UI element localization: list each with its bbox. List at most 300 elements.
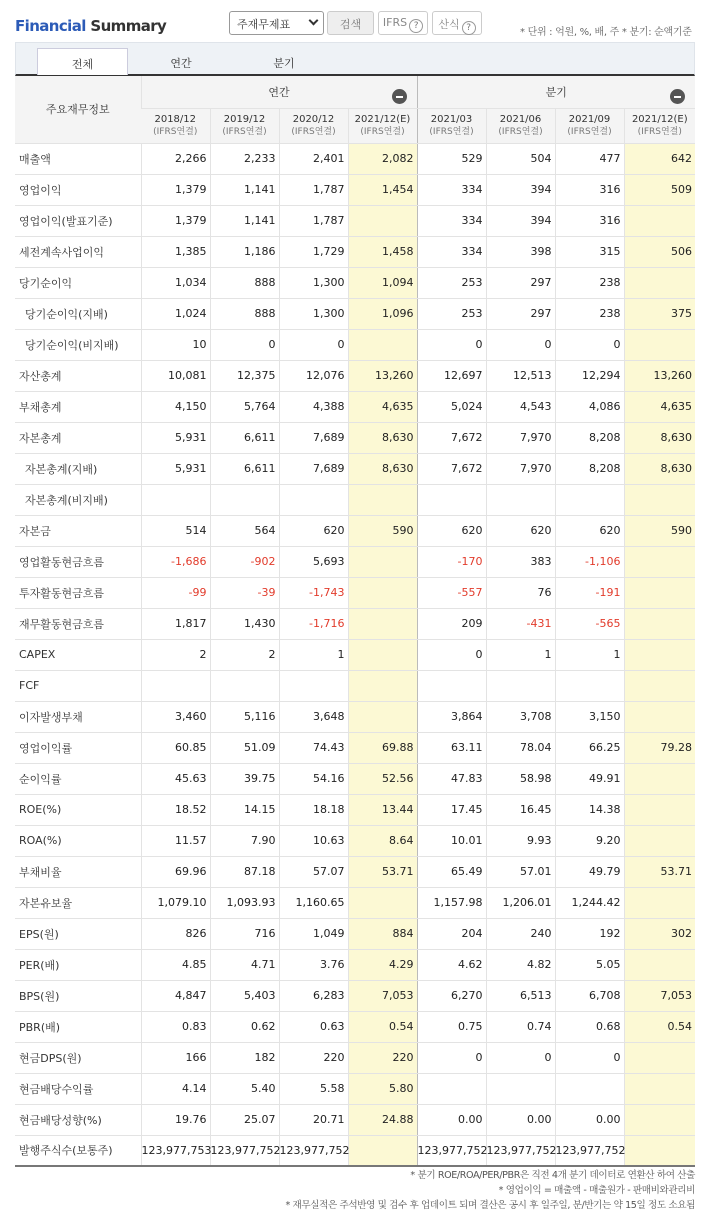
title-summary: Summary: [90, 17, 167, 35]
table-cell: 7.90: [210, 825, 279, 856]
table-cell: -1,743: [279, 577, 348, 608]
table-row: [15, 1135, 695, 1166]
column-basis: (IFRS연결): [360, 126, 405, 137]
table-cell: 7,053: [348, 980, 417, 1011]
table-cell: 123,977,752: [279, 1135, 348, 1166]
table-row: [15, 670, 695, 701]
table-row: [15, 329, 695, 360]
table-cell: 4.85: [141, 949, 210, 980]
table-cell: 4.62: [417, 949, 486, 980]
table-cell: 297: [486, 298, 555, 329]
table-row: [15, 763, 695, 794]
table-cell: [624, 608, 695, 639]
table-row: [15, 825, 695, 856]
table-cell: 316: [555, 174, 624, 205]
table-cell: 1,141: [210, 174, 279, 205]
row-label: 자본총계(지배): [15, 453, 141, 484]
table-cell: 1,244.42: [555, 887, 624, 918]
table-cell: 4.82: [486, 949, 555, 980]
column-header: [555, 108, 624, 143]
row-label: FCF: [15, 670, 141, 701]
row-label: ROA(%): [15, 825, 141, 856]
table-cell: [348, 887, 417, 918]
table-cell: -557: [417, 577, 486, 608]
column-basis: (IFRS연결): [291, 126, 336, 137]
table-cell: 63.11: [417, 732, 486, 763]
table-cell: 12,513: [486, 360, 555, 391]
table-cell: [348, 484, 417, 515]
table-row: [15, 794, 695, 825]
table-cell: 209: [417, 608, 486, 639]
column-basis: (IFRS연결): [498, 126, 543, 137]
table-cell: 1: [279, 639, 348, 670]
table-cell: 0: [417, 639, 486, 670]
period-tabs: [15, 42, 695, 76]
table-cell: 394: [486, 174, 555, 205]
table-cell: -170: [417, 546, 486, 577]
column-header: [279, 108, 348, 143]
table-row: [15, 639, 695, 670]
table-cell: 123,977,752: [210, 1135, 279, 1166]
table-cell: 884: [348, 918, 417, 949]
row-label: 순이익률: [15, 763, 141, 794]
table-cell: 5,764: [210, 391, 279, 422]
table-cell: 0: [279, 329, 348, 360]
table-cell: [486, 670, 555, 701]
table-cell: 0: [210, 329, 279, 360]
table-row: [15, 949, 695, 980]
table-cell: 11.57: [141, 825, 210, 856]
column-header: [417, 108, 486, 143]
table-cell: 0.83: [141, 1011, 210, 1042]
column-basis: (IFRS연결): [222, 126, 267, 137]
table-row: [15, 732, 695, 763]
chevron-down-icon: [309, 16, 319, 26]
table-cell: 12,294: [555, 360, 624, 391]
row-label: 부채총계: [15, 391, 141, 422]
table-cell: 5.40: [210, 1073, 279, 1104]
table-cell: 3,708: [486, 701, 555, 732]
table-cell: [210, 484, 279, 515]
table-cell: [624, 701, 695, 732]
table-row: [15, 143, 695, 174]
column-header: [210, 108, 279, 143]
table-cell: 76: [486, 577, 555, 608]
table-cell: 240: [486, 918, 555, 949]
table-cell: 1,787: [279, 174, 348, 205]
table-cell: 8,630: [348, 422, 417, 453]
table-cell: 18.52: [141, 794, 210, 825]
column-basis: (IFRS연결): [429, 126, 474, 137]
table-cell: 16.45: [486, 794, 555, 825]
table-cell: 5.58: [279, 1073, 348, 1104]
table-cell: 383: [486, 546, 555, 577]
table-row: [15, 608, 695, 639]
table-cell: 74.43: [279, 732, 348, 763]
row-label: PBR(배): [15, 1011, 141, 1042]
table-cell: 238: [555, 267, 624, 298]
table-cell: 564: [210, 515, 279, 546]
row-label: 영업이익: [15, 174, 141, 205]
table-cell: [624, 763, 695, 794]
table-cell: 4.14: [141, 1073, 210, 1104]
tab-quarterly[interactable]: 분기: [273, 57, 295, 70]
table-cell: 316: [555, 205, 624, 236]
table-cell: 1,157.98: [417, 887, 486, 918]
table-cell: 1,729: [279, 236, 348, 267]
table-cell: 3,648: [279, 701, 348, 732]
table-cell: 1,186: [210, 236, 279, 267]
table-cell: -902: [210, 546, 279, 577]
table-cell: 7,970: [486, 453, 555, 484]
table-cell: 1,024: [141, 298, 210, 329]
table-cell: 394: [486, 205, 555, 236]
table-cell: 10.01: [417, 825, 486, 856]
table-cell: 253: [417, 298, 486, 329]
table-cell: [348, 577, 417, 608]
row-label: 세전계속사업이익: [15, 236, 141, 267]
row-label: 영업이익(발표기준): [15, 205, 141, 236]
table-row: [15, 391, 695, 422]
table-cell: [417, 484, 486, 515]
row-label: 당기순이익: [15, 267, 141, 298]
table-cell: 238: [555, 298, 624, 329]
table-cell: 8,208: [555, 422, 624, 453]
table-cell: 514: [141, 515, 210, 546]
table-cell: 253: [417, 267, 486, 298]
row-label: 자본총계(비지배): [15, 484, 141, 515]
table-row: [15, 453, 695, 484]
table-row: [15, 856, 695, 887]
table-cell: 1,160.65: [279, 887, 348, 918]
question-icon: ?: [409, 19, 423, 33]
table-cell: [624, 1042, 695, 1073]
table-cell: [279, 670, 348, 701]
unit-note: * 단위 : 억원, %, 배, 주 * 분기: 순액기준: [520, 27, 692, 38]
table-cell: 1,385: [141, 236, 210, 267]
search-button-label: 검색: [339, 18, 362, 31]
table-cell: 123,977,753: [141, 1135, 210, 1166]
table-cell: [624, 267, 695, 298]
table-cell: [624, 329, 695, 360]
row-label: PER(배): [15, 949, 141, 980]
table-cell: 204: [417, 918, 486, 949]
table-cell: 24.88: [348, 1104, 417, 1135]
page-title: [15, 17, 166, 35]
table-cell: 5,931: [141, 422, 210, 453]
table-cell: 123,977,752: [417, 1135, 486, 1166]
table-cell: 1,379: [141, 205, 210, 236]
table-cell: 2,082: [348, 143, 417, 174]
table-cell: 642: [624, 143, 695, 174]
footnotes: [285, 1168, 695, 1213]
table-row: [15, 1073, 695, 1104]
table-cell: -1,716: [279, 608, 348, 639]
table-cell: 506: [624, 236, 695, 267]
row-label: 발행주식수(보통주): [15, 1135, 141, 1166]
table-cell: 78.04: [486, 732, 555, 763]
table-cell: [348, 1135, 417, 1166]
table-cell: 4,388: [279, 391, 348, 422]
table-cell: 1,141: [210, 205, 279, 236]
table-cell: 3.76: [279, 949, 348, 980]
collapse-quarter-icon[interactable]: [670, 89, 685, 104]
table-cell: 620: [555, 515, 624, 546]
table-cell: 57.07: [279, 856, 348, 887]
quarter-group-label: 분기: [545, 85, 567, 99]
table-cell: [417, 670, 486, 701]
table-cell: 4,635: [624, 391, 695, 422]
table-cell: 6,513: [486, 980, 555, 1011]
table-cell: 5,024: [417, 391, 486, 422]
column-header: [624, 108, 695, 143]
table-cell: 6,708: [555, 980, 624, 1011]
table-cell: 6,270: [417, 980, 486, 1011]
table-cell: [417, 1073, 486, 1104]
table-cell: [624, 639, 695, 670]
table-cell: 6,611: [210, 422, 279, 453]
column-period: 2019/12: [223, 113, 266, 125]
table-row: [15, 887, 695, 918]
row-label: 재무활동현금흐름: [15, 608, 141, 639]
ifrs-help-button[interactable]: [378, 11, 428, 35]
table-cell: 7,053: [624, 980, 695, 1011]
question-icon: ?: [462, 21, 476, 35]
table-cell: 9.93: [486, 825, 555, 856]
table-cell: 0.75: [417, 1011, 486, 1042]
table-cell: 7,672: [417, 453, 486, 484]
table-cell: [348, 329, 417, 360]
row-label: 영업이익률: [15, 732, 141, 763]
table-cell: 19.76: [141, 1104, 210, 1135]
table-cell: 1,787: [279, 205, 348, 236]
table-cell: 69.96: [141, 856, 210, 887]
table-cell: 1,300: [279, 267, 348, 298]
table-cell: -1,106: [555, 546, 624, 577]
table-cell: 0.63: [279, 1011, 348, 1042]
table-cell: 398: [486, 236, 555, 267]
table-cell: 826: [141, 918, 210, 949]
table-cell: 8,630: [348, 453, 417, 484]
column-header: [141, 108, 210, 143]
table-cell: 53.71: [624, 856, 695, 887]
table-row: [15, 515, 695, 546]
table-cell: 12,375: [210, 360, 279, 391]
statement-type-select[interactable]: [229, 11, 324, 35]
table-cell: [486, 484, 555, 515]
table-row: [15, 422, 695, 453]
table-cell: [624, 546, 695, 577]
table-cell: 3,460: [141, 701, 210, 732]
table-cell: 1,430: [210, 608, 279, 639]
table-cell: 2: [141, 639, 210, 670]
table-cell: 3,864: [417, 701, 486, 732]
column-period: 2021/09: [568, 113, 611, 125]
table-cell: [555, 670, 624, 701]
table-cell: 1,094: [348, 267, 417, 298]
table-cell: 2,233: [210, 143, 279, 174]
row-label: ROE(%): [15, 794, 141, 825]
table-cell: 17.45: [417, 794, 486, 825]
table-cell: 6,283: [279, 980, 348, 1011]
table-cell: [555, 484, 624, 515]
row-label: 자본유보율: [15, 887, 141, 918]
footnote: * 영업이익 = 매출액 - 매출원가 - 판매비와관리비: [498, 1185, 695, 1196]
table-cell: 8.64: [348, 825, 417, 856]
table-cell: 0: [486, 1042, 555, 1073]
table-cell: 123,977,752: [486, 1135, 555, 1166]
table-row: [15, 360, 695, 391]
table-row: [15, 1104, 695, 1135]
table-row: [15, 484, 695, 515]
row-label: 부채비율: [15, 856, 141, 887]
table-cell: 0.54: [624, 1011, 695, 1042]
search-button[interactable]: [327, 11, 374, 35]
column-period: 2021/03: [430, 113, 473, 125]
formula-help-button[interactable]: [432, 11, 482, 35]
table-cell: 7,689: [279, 453, 348, 484]
table-cell: 1: [486, 639, 555, 670]
table-cell: 1,454: [348, 174, 417, 205]
tab-annual[interactable]: 연간: [170, 57, 192, 70]
table-cell: 14.38: [555, 794, 624, 825]
table-cell: [624, 205, 695, 236]
table-cell: 509: [624, 174, 695, 205]
table-cell: 1,458: [348, 236, 417, 267]
table-cell: 1,093.93: [210, 887, 279, 918]
annual-group-header: [141, 76, 417, 108]
table-cell: 4,086: [555, 391, 624, 422]
table-cell: -191: [555, 577, 624, 608]
row-label: 현금배당수익률: [15, 1073, 141, 1104]
table-cell: 0.54: [348, 1011, 417, 1042]
table-cell: [210, 670, 279, 701]
table-cell: [624, 1073, 695, 1104]
table-cell: 529: [417, 143, 486, 174]
table-cell: 25.07: [210, 1104, 279, 1135]
table-cell: 375: [624, 298, 695, 329]
table-cell: 1: [555, 639, 624, 670]
column-basis: (IFRS연결): [567, 126, 612, 137]
row-label: 현금배당성향(%): [15, 1104, 141, 1135]
table-cell: 51.09: [210, 732, 279, 763]
table-cell: 0: [555, 329, 624, 360]
table-cell: 0.74: [486, 1011, 555, 1042]
table-cell: 1,817: [141, 608, 210, 639]
table-row: [15, 701, 695, 732]
table-cell: 10.63: [279, 825, 348, 856]
table-cell: [555, 1073, 624, 1104]
table-cell: -1,686: [141, 546, 210, 577]
table-cell: [348, 608, 417, 639]
table-cell: 1,079.10: [141, 887, 210, 918]
table-cell: -565: [555, 608, 624, 639]
row-label: 이자발생부채: [15, 701, 141, 732]
table-cell: 620: [279, 515, 348, 546]
column-period: 2018/12: [154, 113, 197, 125]
table-cell: 334: [417, 236, 486, 267]
table-cell: 6,611: [210, 453, 279, 484]
table-cell: [624, 825, 695, 856]
table-cell: [624, 670, 695, 701]
table-cell: [486, 1073, 555, 1104]
table-cell: 39.75: [210, 763, 279, 794]
table-row: [15, 1011, 695, 1042]
row-label: 투자활동현금흐름: [15, 577, 141, 608]
row-label: 영업활동현금흐름: [15, 546, 141, 577]
table-cell: 297: [486, 267, 555, 298]
row-label: 당기순이익(비지배): [15, 329, 141, 360]
toolbar: [0, 0, 706, 40]
table-cell: 620: [417, 515, 486, 546]
collapse-annual-icon[interactable]: [392, 89, 407, 104]
tab-all[interactable]: 전체: [37, 48, 128, 75]
statement-type-value: 주재무제표: [237, 18, 291, 31]
table-row: [15, 1042, 695, 1073]
table-cell: [624, 1104, 695, 1135]
table-row: [15, 205, 695, 236]
column-period: 2021/12(E): [631, 113, 688, 125]
footnote: * 재무실적은 주석반영 및 검수 후 업데이트 되며 결산은 공시 후 일주일, 분/반기는 약 15일 정도 소요됨: [285, 1200, 695, 1211]
table-cell: 8,630: [624, 453, 695, 484]
column-period: 2021/12(E): [354, 113, 411, 125]
table-cell: 13,260: [348, 360, 417, 391]
table-cell: 60.85: [141, 732, 210, 763]
table-cell: 7,689: [279, 422, 348, 453]
table-cell: 0.00: [555, 1104, 624, 1135]
table-cell: -99: [141, 577, 210, 608]
table-cell: 0.62: [210, 1011, 279, 1042]
table-cell: 5,116: [210, 701, 279, 732]
table-cell: 7,970: [486, 422, 555, 453]
column-header: [486, 108, 555, 143]
table-cell: 716: [210, 918, 279, 949]
table-cell: 54.16: [279, 763, 348, 794]
corner-header: 주요재무정보: [15, 76, 141, 143]
table-cell: 18.18: [279, 794, 348, 825]
table-row: [15, 918, 695, 949]
row-label: 현금DPS(원): [15, 1042, 141, 1073]
row-label: BPS(원): [15, 980, 141, 1011]
table-cell: 10,081: [141, 360, 210, 391]
table-cell: 13.44: [348, 794, 417, 825]
table-cell: 4.29: [348, 949, 417, 980]
row-label: EPS(원): [15, 918, 141, 949]
row-label: 자본금: [15, 515, 141, 546]
column-basis: (IFRS연결): [637, 126, 682, 137]
table-cell: 57.01: [486, 856, 555, 887]
table-cell: 0.00: [486, 1104, 555, 1135]
column-header: [348, 108, 417, 143]
table-cell: 504: [486, 143, 555, 174]
table-cell: 477: [555, 143, 624, 174]
table-cell: 220: [279, 1042, 348, 1073]
table-cell: 1,096: [348, 298, 417, 329]
table-cell: 4,150: [141, 391, 210, 422]
table-cell: 1,300: [279, 298, 348, 329]
table-cell: 4,635: [348, 391, 417, 422]
table-cell: 2,266: [141, 143, 210, 174]
row-label: 매출액: [15, 143, 141, 174]
table-cell: [348, 670, 417, 701]
table-cell: 8,208: [555, 453, 624, 484]
table-cell: [624, 577, 695, 608]
table-cell: 13,260: [624, 360, 695, 391]
table-cell: 888: [210, 298, 279, 329]
table-row: [15, 174, 695, 205]
table-cell: [624, 794, 695, 825]
table-cell: 47.83: [417, 763, 486, 794]
